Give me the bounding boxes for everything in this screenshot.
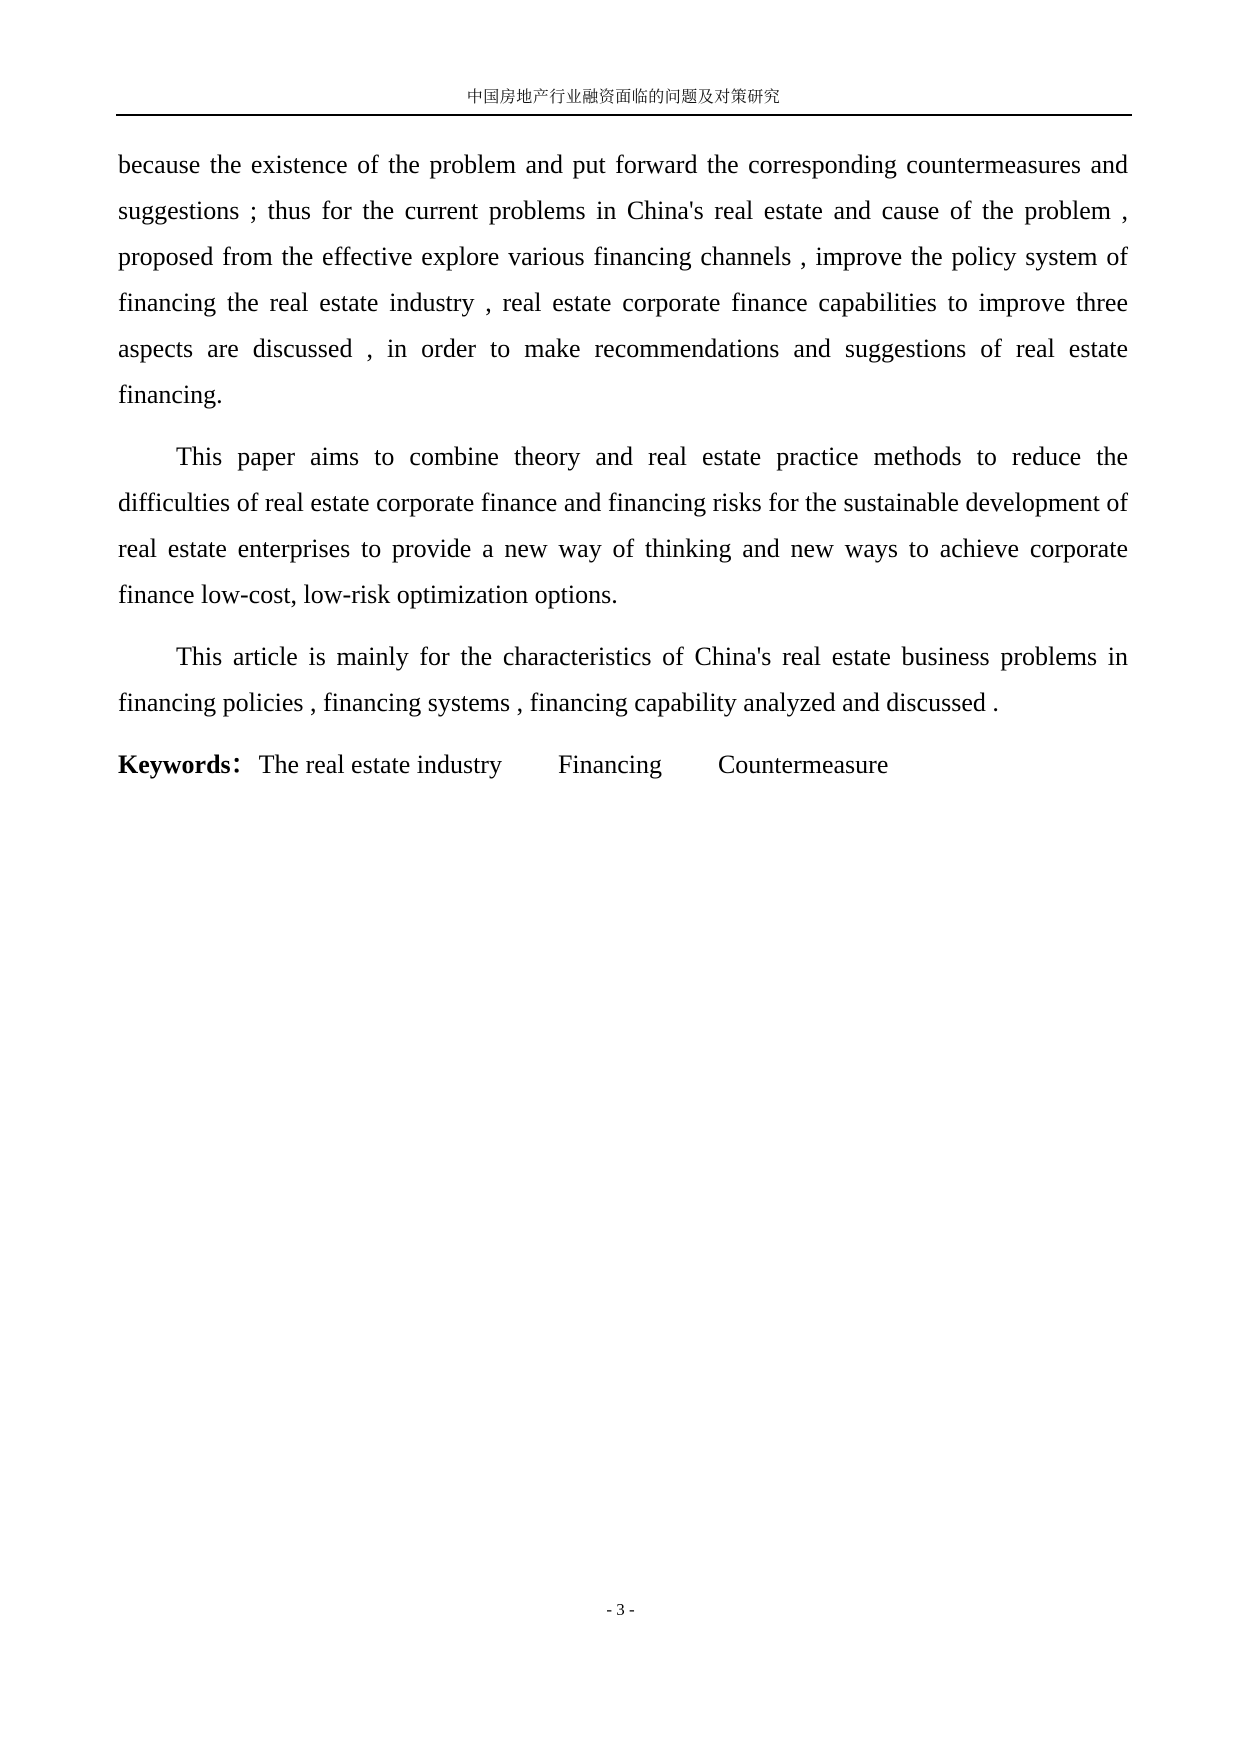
keywords-line — [118, 742, 1128, 788]
keyword-item: Financing — [557, 750, 662, 779]
abstract-paragraph: This paper aims to combine theory and real estate practice methods to reduce the difficulties of real estate corporate finance and financing risks for the sustainable development of real estate enterprises to provide a new way of thinking and new ways to achieve corporate finance low-cost, low-risk optimization options. — [118, 442, 1128, 609]
page-number: - 3 - — [606, 1600, 635, 1619]
abstract-paragraph: This article is mainly for the characteristics of China's real estate business problems in financing policies , financing systems , financing capability analyzed and discussed . — [118, 642, 1128, 717]
keyword-item: Countermeasure — [717, 750, 889, 779]
abstract-paragraph: because the existence of the problem and put forward the corresponding countermeasures and suggestions ; thus for the current problems in China's real estate and cause of the problem , proposed from the effective explore various financing channels , improve the policy system of financing the real estate industry , real estate corporate finance capabilities to improve three aspects are discussed , in order to make recommendations and suggestions of real estate financing. — [118, 150, 1128, 409]
keywords-label: Keywords： — [118, 750, 257, 779]
abstract-body — [118, 142, 1128, 804]
running-header: 中国房地产行业融资面临的问题及对策研究 — [466, 87, 781, 106]
keyword-item: The real estate industry — [258, 750, 502, 779]
header-rule — [116, 114, 1132, 116]
